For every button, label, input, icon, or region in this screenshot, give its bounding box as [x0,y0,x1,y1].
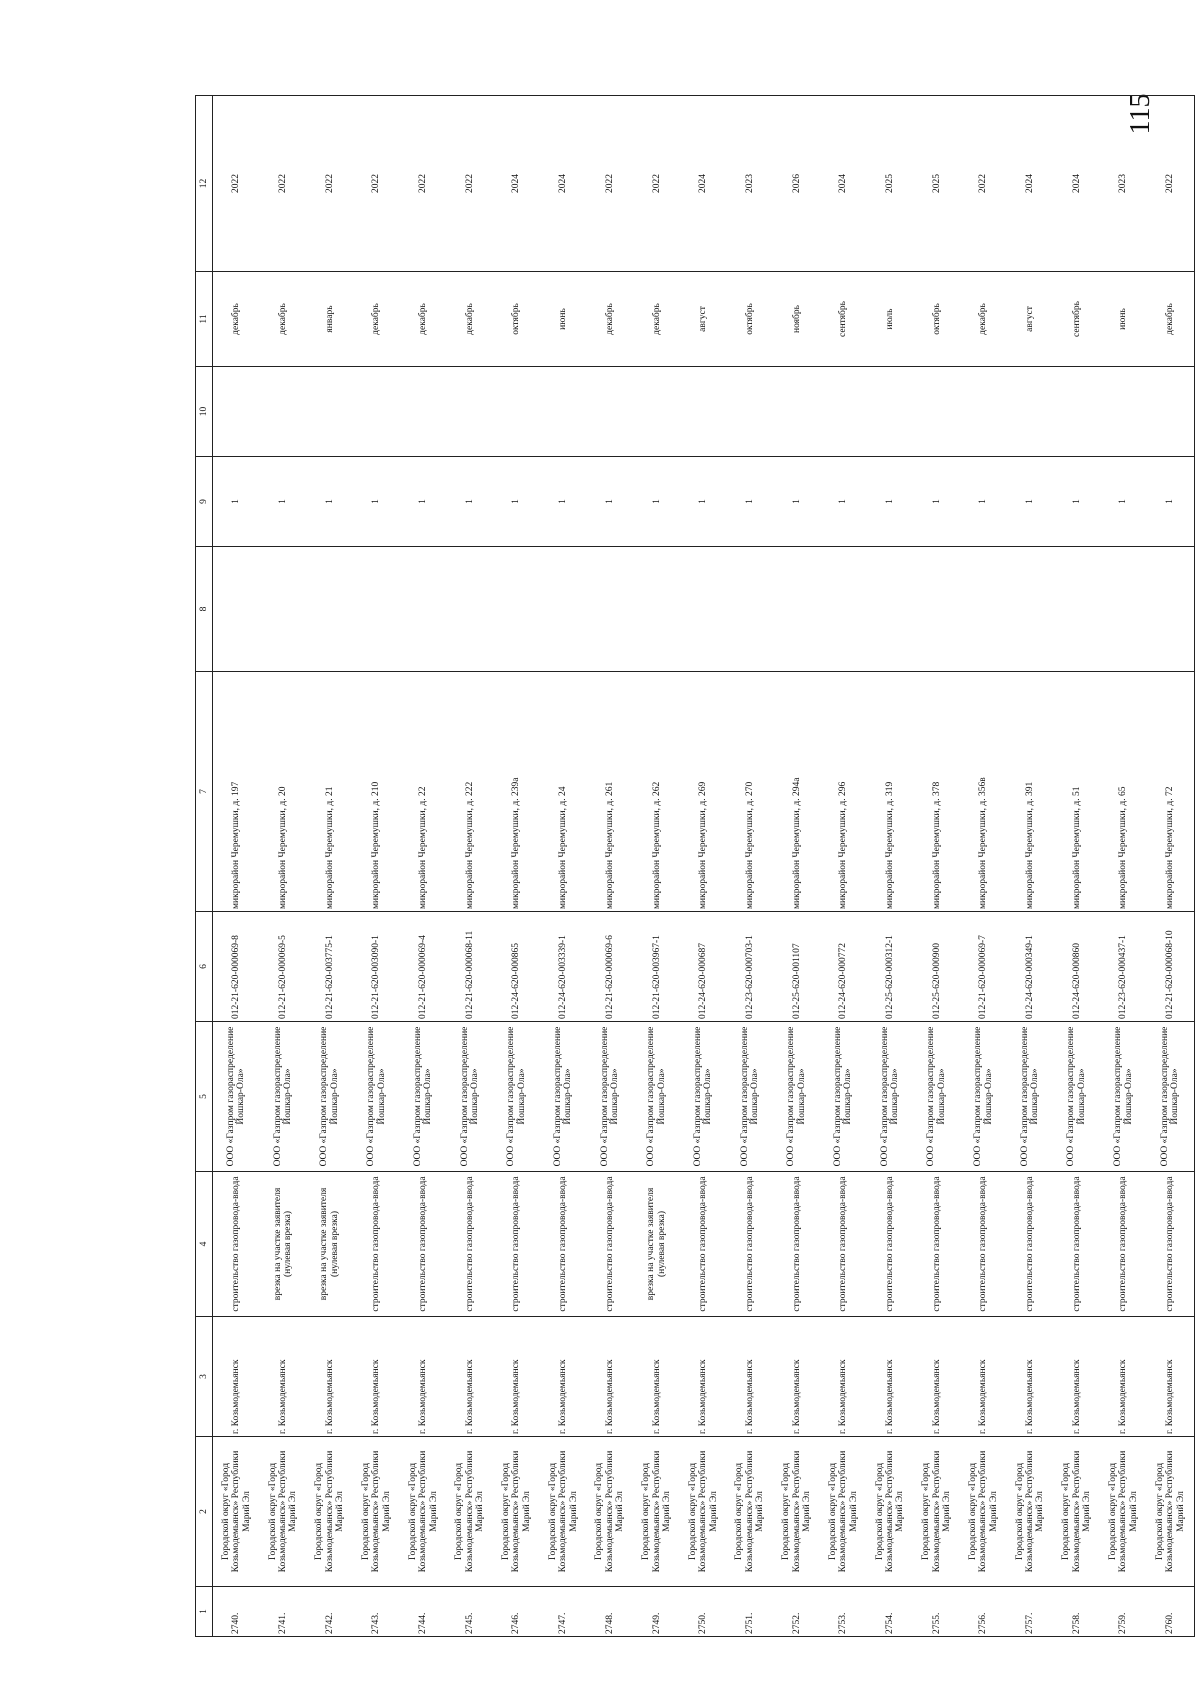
organization-cell: ООО «Газпром газораспределение Йошкар-Ола» [1007,1022,1054,1172]
row-number-cell: 2748. [587,1587,634,1637]
row-number-cell: 2742. [307,1587,354,1637]
organization-cell: ООО «Газпром газораспределение Йошкар-Ола» [587,1022,634,1172]
city-cell: г. Козьмодемьянск [867,1317,914,1437]
column-8-cell [633,547,680,672]
city-cell: г. Козьмодемьянск [353,1317,400,1437]
district-cell: Городской округ «Город Козьмодемьянск» Республики Марий Эл [727,1437,774,1587]
column-8-cell [1147,547,1195,672]
address-cell: микрорайон Черемушки, д. 20 [260,672,307,912]
district-cell: Городской округ «Город Козьмодемьянск» Республики Марий Эл [307,1437,354,1587]
district-cell: Городской округ «Город Козьмодемьянск» Республики Марий Эл [1147,1437,1195,1587]
organization-cell: ООО «Газпром газораспределение Йошкар-Ола» [1100,1022,1147,1172]
year-cell: 2022 [447,96,494,272]
column-10-cell [540,367,587,457]
column-number: 10 [196,367,213,457]
column-8-cell [914,547,961,672]
column-8-cell [540,547,587,672]
application-code-cell: 012-23-620-000703-1 [727,912,774,1022]
column-number: 1 [196,1587,213,1637]
address-cell: микрорайон Черемушки, д. 197 [213,672,260,912]
month-cell: декабрь [260,272,307,367]
address-cell: микрорайон Черемушки, д. 378 [914,672,961,912]
year-cell: 2022 [213,96,260,272]
city-cell: г. Козьмодемьянск [213,1317,260,1437]
column-10-cell [447,367,494,457]
year-cell: 2022 [1147,96,1195,272]
column-10-cell [213,367,260,457]
work-type-cell: строительство газопровода-ввода [540,1172,587,1317]
row-number-cell: 2754. [867,1587,914,1637]
application-code-cell: 012-25-620-000900 [914,912,961,1022]
address-cell: микрорайон Черемушки, д. 261 [587,672,634,912]
column-10-cell [867,367,914,457]
row-number-cell: 2758. [1054,1587,1101,1637]
column-number-row [196,96,213,1637]
city-cell: г. Козьмодемьянск [727,1317,774,1437]
quantity-cell: 1 [1100,457,1147,547]
work-type-cell: строительство газопровода-ввода [493,1172,540,1317]
city-cell: г. Козьмодемьянск [260,1317,307,1437]
city-cell: г. Козьмодемьянск [447,1317,494,1437]
year-cell: 2022 [633,96,680,272]
year-cell: 2022 [587,96,634,272]
quantity-cell: 1 [727,457,774,547]
organization-cell: ООО «Газпром газораспределение Йошкар-Ола» [727,1022,774,1172]
address-cell: микрорайон Черемушки, д. 269 [680,672,727,912]
month-cell: декабрь [353,272,400,367]
district-cell: Городской округ «Город Козьмодемьянск» Республики Марий Эл [1054,1437,1101,1587]
work-type-cell: строительство газопровода-ввода [447,1172,494,1317]
table-row [727,96,774,1637]
column-number: 11 [196,272,213,367]
city-cell: г. Козьмодемьянск [1054,1317,1101,1437]
quantity-cell: 1 [773,457,820,547]
application-code-cell: 012-24-620-003339-1 [540,912,587,1022]
quantity-cell: 1 [587,457,634,547]
application-code-cell: 012-21-620-000069-8 [213,912,260,1022]
year-cell: 2024 [493,96,540,272]
column-8-cell [493,547,540,672]
column-number: 12 [196,96,213,272]
organization-cell: ООО «Газпром газораспределение Йошкар-Ола» [1054,1022,1101,1172]
column-8-cell [1054,547,1101,672]
application-code-cell: 012-21-620-003967-1 [633,912,680,1022]
column-8-cell [960,547,1007,672]
work-type-cell: строительство газопровода-ввода [353,1172,400,1317]
district-cell: Городской округ «Город Козьмодемьянск» Республики Марий Эл [400,1437,447,1587]
work-type-cell: врезка на участке заявителя (нулевая врезка) [633,1172,680,1317]
column-number: 9 [196,457,213,547]
year-cell: 2024 [540,96,587,272]
address-cell: микрорайон Черемушки, д. 24 [540,672,587,912]
work-type-cell: строительство газопровода-ввода [680,1172,727,1317]
city-cell: г. Козьмодемьянск [1147,1317,1195,1437]
work-type-cell: строительство газопровода-ввода [820,1172,867,1317]
row-number-cell: 2757. [1007,1587,1054,1637]
table-row [1054,96,1101,1637]
column-10-cell [1100,367,1147,457]
page-number: 115 [1125,93,1156,135]
column-10-cell [633,367,680,457]
year-cell: 2023 [1100,96,1147,272]
organization-cell: ООО «Газпром газораспределение Йошкар-Ола» [260,1022,307,1172]
city-cell: г. Козьмодемьянск [587,1317,634,1437]
application-code-cell: 012-24-620-000772 [820,912,867,1022]
column-number: 3 [196,1317,213,1437]
work-type-cell: строительство газопровода-ввода [587,1172,634,1317]
city-cell: г. Козьмодемьянск [820,1317,867,1437]
year-cell: 2024 [820,96,867,272]
city-cell: г. Козьмодемьянск [633,1317,680,1437]
year-cell: 2025 [914,96,961,272]
organization-cell: ООО «Газпром газораспределение Йошкар-Ола» [867,1022,914,1172]
organization-cell: ООО «Газпром газораспределение Йошкар-Ола» [400,1022,447,1172]
column-number: 7 [196,672,213,912]
address-cell: микрорайон Черемушки, д. 356в [960,672,1007,912]
organization-cell: ООО «Газпром газораспределение Йошкар-Ола» [960,1022,1007,1172]
work-type-cell: строительство газопровода-ввода [1100,1172,1147,1317]
row-number-cell: 2759. [1100,1587,1147,1637]
work-type-cell: строительство газопровода-ввода [867,1172,914,1317]
organization-cell: ООО «Газпром газораспределение Йошкар-Ола» [773,1022,820,1172]
organization-cell: ООО «Газпром газораспределение Йошкар-Ола» [540,1022,587,1172]
month-cell: ноябрь [773,272,820,367]
rotated-sheet [195,96,1195,1637]
column-number: 5 [196,1022,213,1172]
row-number-cell: 2743. [353,1587,400,1637]
month-cell: декабрь [213,272,260,367]
gas-connection-table [195,95,1195,1637]
month-cell: июнь [540,272,587,367]
column-8-cell [353,547,400,672]
city-cell: г. Козьмодемьянск [1100,1317,1147,1437]
quantity-cell: 1 [1007,457,1054,547]
application-code-cell: 012-21-620-000069-6 [587,912,634,1022]
application-code-cell: 012-24-620-000687 [680,912,727,1022]
district-cell: Городской округ «Город Козьмодемьянск» Республики Марий Эл [353,1437,400,1587]
quantity-cell: 1 [1147,457,1195,547]
address-cell: микрорайон Черемушки, д. 222 [447,672,494,912]
table-row [213,96,260,1637]
year-cell: 2024 [680,96,727,272]
column-10-cell [820,367,867,457]
district-cell: Городской округ «Город Козьмодемьянск» Республики Марий Эл [213,1437,260,1587]
address-cell: микрорайон Черемушки, д. 22 [400,672,447,912]
quantity-cell: 1 [213,457,260,547]
city-cell: г. Козьмодемьянск [307,1317,354,1437]
quantity-cell: 1 [960,457,1007,547]
table-row [633,96,680,1637]
table-row [587,96,634,1637]
column-number: 2 [196,1437,213,1587]
column-8-cell [213,547,260,672]
quantity-cell: 1 [400,457,447,547]
application-code-cell: 012-21-620-003775-1 [307,912,354,1022]
column-10-cell [1054,367,1101,457]
table-row [867,96,914,1637]
row-number-cell: 2746. [493,1587,540,1637]
month-cell: сентябрь [1054,272,1101,367]
column-number: 8 [196,547,213,672]
quantity-cell: 1 [540,457,587,547]
address-cell: микрорайон Черемушки, д. 319 [867,672,914,912]
month-cell: январь [307,272,354,367]
application-code-cell: 012-25-620-000312-1 [867,912,914,1022]
city-cell: г. Козьмодемьянск [493,1317,540,1437]
column-8-cell [307,547,354,672]
month-cell: октябрь [493,272,540,367]
address-cell: микрорайон Черемушки, д. 21 [307,672,354,912]
month-cell: декабрь [400,272,447,367]
row-number-cell: 2755. [914,1587,961,1637]
row-number-cell: 2747. [540,1587,587,1637]
column-10-cell [1007,367,1054,457]
district-cell: Городской округ «Город Козьмодемьянск» Республики Марий Эл [447,1437,494,1587]
district-cell: Городской округ «Город Козьмодемьянск» Республики Марий Эл [773,1437,820,1587]
quantity-cell: 1 [914,457,961,547]
organization-cell: ООО «Газпром газораспределение Йошкар-Ола» [820,1022,867,1172]
application-code-cell: 012-21-620-000069-5 [260,912,307,1022]
row-number-cell: 2740. [213,1587,260,1637]
column-number: 6 [196,912,213,1022]
district-cell: Городской округ «Город Козьмодемьянск» Республики Марий Эл [867,1437,914,1587]
month-cell: декабрь [447,272,494,367]
row-number-cell: 2741. [260,1587,307,1637]
city-cell: г. Козьмодемьянск [540,1317,587,1437]
column-8-cell [400,547,447,672]
month-cell: июнь [1100,272,1147,367]
row-number-cell: 2752. [773,1587,820,1637]
work-type-cell: строительство газопровода-ввода [1054,1172,1101,1317]
address-cell: микрорайон Черемушки, д. 262 [633,672,680,912]
work-type-cell: строительство газопровода-ввода [960,1172,1007,1317]
month-cell: октябрь [914,272,961,367]
organization-cell: ООО «Газпром газораспределение Йошкар-Ола» [633,1022,680,1172]
table-row [400,96,447,1637]
column-10-cell [960,367,1007,457]
row-number-cell: 2751. [727,1587,774,1637]
column-10-cell [260,367,307,457]
application-code-cell: 012-23-620-000437-1 [1100,912,1147,1022]
row-number-cell: 2756. [960,1587,1007,1637]
row-number-cell: 2753. [820,1587,867,1637]
month-cell: декабрь [960,272,1007,367]
application-code-cell: 012-21-620-000069-7 [960,912,1007,1022]
table-body [213,96,1195,1637]
month-cell: октябрь [727,272,774,367]
table-row [1147,96,1195,1637]
table-row [447,96,494,1637]
column-10-cell [773,367,820,457]
column-10-cell [587,367,634,457]
month-cell: июль [867,272,914,367]
work-type-cell: врезка на участке заявителя (нулевая врезка) [260,1172,307,1317]
column-10-cell [1147,367,1195,457]
quantity-cell: 1 [260,457,307,547]
application-code-cell: 012-21-620-000069-4 [400,912,447,1022]
year-cell: 2022 [400,96,447,272]
column-10-cell [680,367,727,457]
address-cell: микрорайон Черемушки, д. 296 [820,672,867,912]
column-8-cell [727,547,774,672]
city-cell: г. Козьмодемьянск [773,1317,820,1437]
organization-cell: ООО «Газпром газораспределение Йошкар-Ола» [353,1022,400,1172]
organization-cell: ООО «Газпром газораспределение Йошкар-Ола» [447,1022,494,1172]
column-10-cell [307,367,354,457]
address-cell: микрорайон Черемушки, д. 239а [493,672,540,912]
application-code-cell: 012-25-620-001107 [773,912,820,1022]
row-number-cell: 2744. [400,1587,447,1637]
district-cell: Городской округ «Город Козьмодемьянск» Республики Марий Эл [493,1437,540,1587]
column-8-cell [820,547,867,672]
column-10-cell [493,367,540,457]
row-number-cell: 2760. [1147,1587,1195,1637]
organization-cell: ООО «Газпром газораспределение Йошкар-Ола» [493,1022,540,1172]
column-8-cell [773,547,820,672]
year-cell: 2023 [727,96,774,272]
year-cell: 2022 [960,96,1007,272]
organization-cell: ООО «Газпром газораспределение Йошкар-Ола» [307,1022,354,1172]
quantity-cell: 1 [447,457,494,547]
table-row [260,96,307,1637]
year-cell: 2024 [1007,96,1054,272]
row-number-cell: 2750. [680,1587,727,1637]
city-cell: г. Козьмодемьянск [960,1317,1007,1437]
city-cell: г. Козьмодемьянск [1007,1317,1054,1437]
table-row [353,96,400,1637]
work-type-cell: строительство газопровода-ввода [914,1172,961,1317]
column-10-cell [400,367,447,457]
quantity-cell: 1 [307,457,354,547]
district-cell: Городской округ «Город Козьмодемьянск» Республики Марий Эл [540,1437,587,1587]
work-type-cell: строительство газопровода-ввода [1147,1172,1195,1317]
month-cell: август [1007,272,1054,367]
column-number: 4 [196,1172,213,1317]
address-cell: микрорайон Черемушки, д. 65 [1100,672,1147,912]
month-cell: декабрь [587,272,634,367]
application-code-cell: 012-21-620-000068-10 [1147,912,1195,1022]
column-8-cell [1100,547,1147,672]
table-row [493,96,540,1637]
table-row [820,96,867,1637]
district-cell: Городской округ «Город Козьмодемьянск» Республики Марий Эл [960,1437,1007,1587]
quantity-cell: 1 [680,457,727,547]
table-row [1100,96,1147,1637]
quantity-cell: 1 [493,457,540,547]
column-8-cell [260,547,307,672]
table-row [773,96,820,1637]
application-code-cell: 012-21-620-003090-1 [353,912,400,1022]
quantity-cell: 1 [353,457,400,547]
table-row [960,96,1007,1637]
application-code-cell: 012-24-620-000349-1 [1007,912,1054,1022]
work-type-cell: врезка на участке заявителя (нулевая врезка) [307,1172,354,1317]
row-number-cell: 2749. [633,1587,680,1637]
column-8-cell [680,547,727,672]
organization-cell: ООО «Газпром газораспределение Йошкар-Ола» [213,1022,260,1172]
district-cell: Городской округ «Город Козьмодемьянск» Республики Марий Эл [260,1437,307,1587]
address-cell: микрорайон Черемушки, д. 391 [1007,672,1054,912]
table-row [540,96,587,1637]
application-code-cell: 012-24-620-000865 [493,912,540,1022]
work-type-cell: строительство газопровода-ввода [727,1172,774,1317]
district-cell: Городской округ «Город Козьмодемьянск» Республики Марий Эл [1007,1437,1054,1587]
address-cell: микрорайон Черемушки, д. 210 [353,672,400,912]
application-code-cell: 012-24-620-000860 [1054,912,1101,1022]
address-cell: микрорайон Черемушки, д. 72 [1147,672,1195,912]
table-row [680,96,727,1637]
district-cell: Городской округ «Город Козьмодемьянск» Республики Марий Эл [820,1437,867,1587]
year-cell: 2022 [260,96,307,272]
address-cell: микрорайон Черемушки, д. 270 [727,672,774,912]
table-row [1007,96,1054,1637]
table-row [307,96,354,1637]
column-8-cell [1007,547,1054,672]
district-cell: Городской округ «Город Козьмодемьянск» Республики Марий Эл [587,1437,634,1587]
table-row [914,96,961,1637]
work-type-cell: строительство газопровода-ввода [400,1172,447,1317]
district-cell: Городской округ «Город Козьмодемьянск» Республики Марий Эл [633,1437,680,1587]
work-type-cell: строительство газопровода-ввода [213,1172,260,1317]
work-type-cell: строительство газопровода-ввода [1007,1172,1054,1317]
organization-cell: ООО «Газпром газораспределение Йошкар-Ола» [914,1022,961,1172]
quantity-cell: 1 [633,457,680,547]
application-code-cell: 012-21-620-000068-11 [447,912,494,1022]
city-cell: г. Козьмодемьянск [914,1317,961,1437]
column-10-cell [727,367,774,457]
column-8-cell [867,547,914,672]
column-8-cell [587,547,634,672]
year-cell: 2025 [867,96,914,272]
city-cell: г. Козьмодемьянск [680,1317,727,1437]
organization-cell: ООО «Газпром газораспределение Йошкар-Ола» [680,1022,727,1172]
district-cell: Городской округ «Город Козьмодемьянск» Республики Марий Эл [680,1437,727,1587]
quantity-cell: 1 [1054,457,1101,547]
column-10-cell [353,367,400,457]
year-cell: 2022 [307,96,354,272]
quantity-cell: 1 [820,457,867,547]
column-10-cell [914,367,961,457]
month-cell: сентябрь [820,272,867,367]
month-cell: декабрь [1147,272,1195,367]
district-cell: Городской округ «Город Козьмодемьянск» Республики Марий Эл [1100,1437,1147,1587]
quantity-cell: 1 [867,457,914,547]
address-cell: микрорайон Черемушки, д. 51 [1054,672,1101,912]
year-cell: 2022 [353,96,400,272]
column-8-cell [447,547,494,672]
month-cell: декабрь [633,272,680,367]
city-cell: г. Козьмодемьянск [400,1317,447,1437]
district-cell: Городской округ «Город Козьмодемьянск» Республики Марий Эл [914,1437,961,1587]
year-cell: 2024 [1054,96,1101,272]
month-cell: август [680,272,727,367]
year-cell: 2026 [773,96,820,272]
address-cell: микрорайон Черемушки, д. 294а [773,672,820,912]
row-number-cell: 2745. [447,1587,494,1637]
work-type-cell: строительство газопровода-ввода [773,1172,820,1317]
organization-cell: ООО «Газпром газораспределение Йошкар-Ола» [1147,1022,1195,1172]
